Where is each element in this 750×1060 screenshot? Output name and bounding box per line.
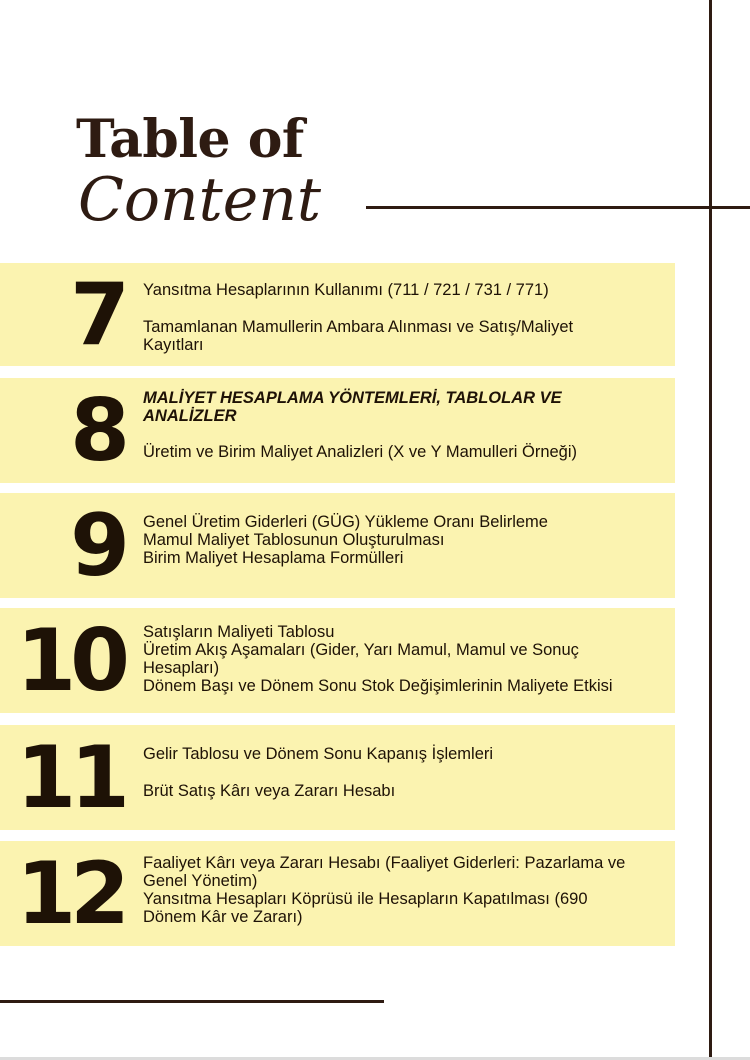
toc-entry-7[interactable] — [0, 263, 675, 366]
toc-item[interactable]: Yansıtma Hesapları Köprüsü ile Hesapların Kapatılması (690 Dönem Kâr ve Zararı) — [143, 890, 588, 926]
toc-item[interactable]: Faaliyet Kârı veya Zararı Hesabı (Faaliyet Giderleri: Pazarlama ve Genel Yönetim) — [143, 854, 626, 890]
section-number: 11 — [16, 727, 124, 828]
toc-entry-9[interactable] — [0, 493, 675, 598]
toc-entry-11[interactable] — [0, 725, 675, 830]
toc-item[interactable]: Birim Maliyet Hesaplama Formülleri — [143, 549, 404, 567]
toc-item[interactable]: Dönem Başı ve Dönem Sonu Stok Değişimlerinin Maliyete Etkisi — [143, 677, 613, 695]
toc-item[interactable]: Brüt Satış Kârı veya Zararı Hesabı — [143, 782, 396, 800]
section-number: 7 — [70, 264, 124, 365]
footer-rule — [0, 1000, 384, 1003]
vertical-rule — [709, 0, 712, 1060]
toc-item[interactable]: Üretim ve Birim Maliyet Analizleri (X ve Y Mamulleri Örneği) — [143, 443, 578, 461]
title-rule — [366, 206, 750, 209]
toc-entry-8[interactable] — [0, 378, 675, 483]
page-title-line1: Table of — [76, 109, 304, 170]
toc-item[interactable]: Genel Üretim Giderleri (GÜG) Yükleme Oranı Belirleme — [143, 513, 548, 531]
toc-item[interactable]: Üretim Akış Aşamaları (Gider, Yarı Mamul, Mamul ve Sonuç Hesapları) — [143, 641, 579, 677]
toc-item[interactable]: Yansıtma Hesaplarının Kullanımı (711 / 721 / 731 / 771) — [143, 281, 549, 299]
toc-entry-10[interactable] — [0, 608, 675, 713]
toc-item[interactable]: Mamul Maliyet Tablosunun Oluşturulması — [143, 531, 445, 549]
page-title-line2: Content — [78, 165, 322, 235]
section-number: 8 — [70, 380, 124, 481]
section-number: 10 — [16, 610, 124, 711]
toc-item[interactable]: Tamamlanan Mamullerin Ambara Alınması ve Satış/Maliyet Kayıtları — [143, 318, 574, 354]
toc-item[interactable]: Satışların Maliyeti Tablosu — [143, 623, 335, 641]
toc-section-heading[interactable]: MALİYET HESAPLAMA YÖNTEMLERİ, TABLOLAR VE ANALİZLER — [143, 389, 562, 425]
section-number: 9 — [70, 495, 124, 596]
toc-entry-12[interactable] — [0, 841, 675, 946]
toc-item[interactable]: Gelir Tablosu ve Dönem Sonu Kapanış İşlemleri — [143, 745, 494, 763]
section-number: 12 — [16, 843, 124, 944]
